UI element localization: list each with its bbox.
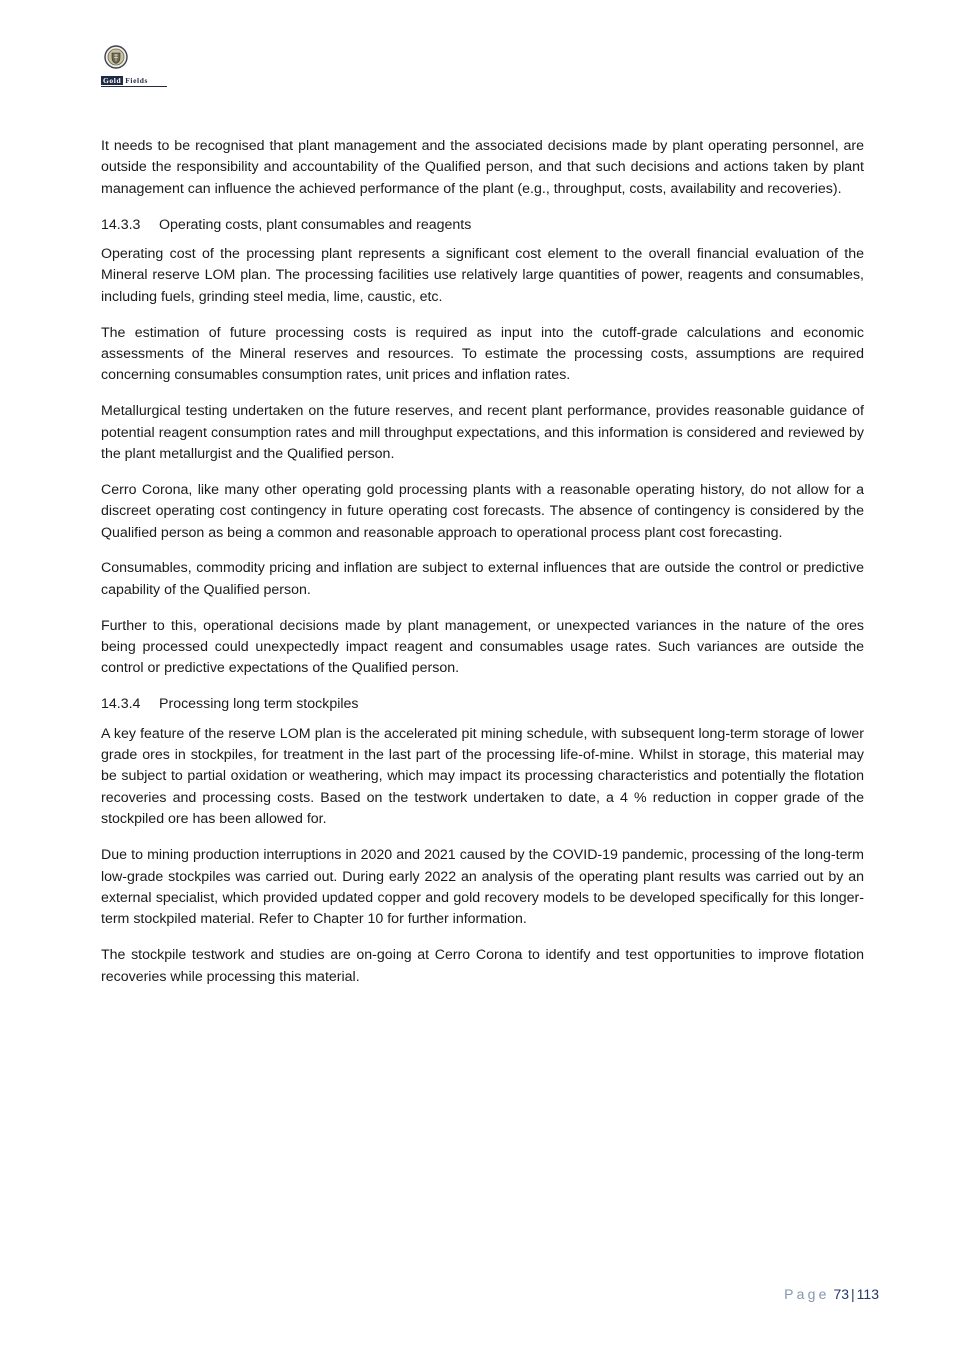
paragraph: Further to this, operational decisions made by plant management, or unexpected variances in the nature of the ores being processed could unexpectedly impact reagent and consumables usage rates. Such variances are outside the control or predictive expectations of the Qualified person.	[101, 617, 864, 677]
page-footer	[784, 1286, 879, 1302]
paragraph: The estimation of future processing costs is required as input into the cutoff-grade calculations and economic assessments of the Mineral reserves and resources. To estimate the processing costs, assumptions are required concerning consumables consumption rates, unit prices and inflation rates.	[101, 324, 864, 384]
document-body	[101, 136, 864, 1002]
paragraph: Due to mining production interruptions in 2020 and 2021 caused by the COVID-19 pandemic, processing of the long-term low-grade stockpiles was carried out. During early 2022 an analysis of the operating plant results was carried out by an external specialist, which provided updated copper and gold recovery models to be developed specifically for this longer-term stockpiled material. Refer to Chapter 10 for further information.	[101, 847, 864, 928]
page-number: 73	[833, 1286, 850, 1302]
logo-word-fields: Fields	[125, 76, 149, 85]
paragraph: Cerro Corona, like many other operating gold processing plants with a reasonable operating history, do not allow for a discreet operating cost contingency in future operating cost forecasts. The absence of contingency is considered by the Qualified person as being a common and reasonable approach to operational process plant cost forecasting.	[101, 481, 864, 541]
page-total: 113	[856, 1286, 879, 1302]
crest-icon	[104, 45, 128, 71]
paragraph: Consumables, commodity pricing and inflation are subject to external influences that are outside the control or predictive capability of the Qualified person.	[101, 560, 864, 598]
logo-word-gold: Gold	[103, 76, 122, 85]
intro-paragraph: It needs to be recognised that plant management and the associated decisions made by plant operating personnel, are outside the responsibility and accountability of the Qualified person, and that such decisions and actions taken by plant management can influence the achieved performance of the plant (e.g., throughput, costs, availability and recoveries).	[101, 138, 864, 197]
logo-underline	[101, 86, 167, 87]
logo-wordmark	[101, 76, 167, 86]
paragraph: A key feature of the reserve LOM plan is the accelerated pit mining schedule, with subsequent long-term storage of lower grade ores in stockpiles, for treatment in the last part of the processing life-of-mine. Whilst in storage, this material may be subject to partial oxidation or weathering, which may impact its processing characteristics and potentially the flotation recoveries and processing costs. Based on the testwork undertaken to date, a 4 % reduction in copper grade of the stockpiled ore has been allowed for.	[101, 725, 864, 828]
company-logo	[101, 44, 167, 88]
section-title: Operating costs, plant consumables and reagents	[159, 216, 472, 233]
section-title: Processing long term stockpiles	[159, 696, 359, 713]
section-heading-14-3-4	[101, 694, 864, 715]
section-number: 14.3.3	[101, 216, 141, 233]
page-label: Page	[784, 1286, 830, 1302]
paragraph: Metallurgical testing undertaken on the future reserves, and recent plant performance, provides reasonable guidance of potential reagent consumption rates and mill throughput expectations, and this information is considered and reviewed by the plant metallurgist and the Qualified person.	[101, 403, 864, 463]
section-number: 14.3.4	[101, 696, 141, 713]
paragraph: Operating cost of the processing plant represents a significant cost element to the overall financial evaluation of the Mineral reserve LOM plan. The processing facilities use relatively large quantities of power, reagents and consumables, including fuels, grinding steel media, lime, caustic, etc.	[101, 246, 864, 305]
section-heading-14-3-3	[101, 215, 864, 236]
paragraph: The stockpile testwork and studies are on-going at Cerro Corona to identify and test opportunities to improve flotation recoveries while processing this material.	[101, 947, 864, 985]
page-separator: |	[851, 1286, 855, 1302]
